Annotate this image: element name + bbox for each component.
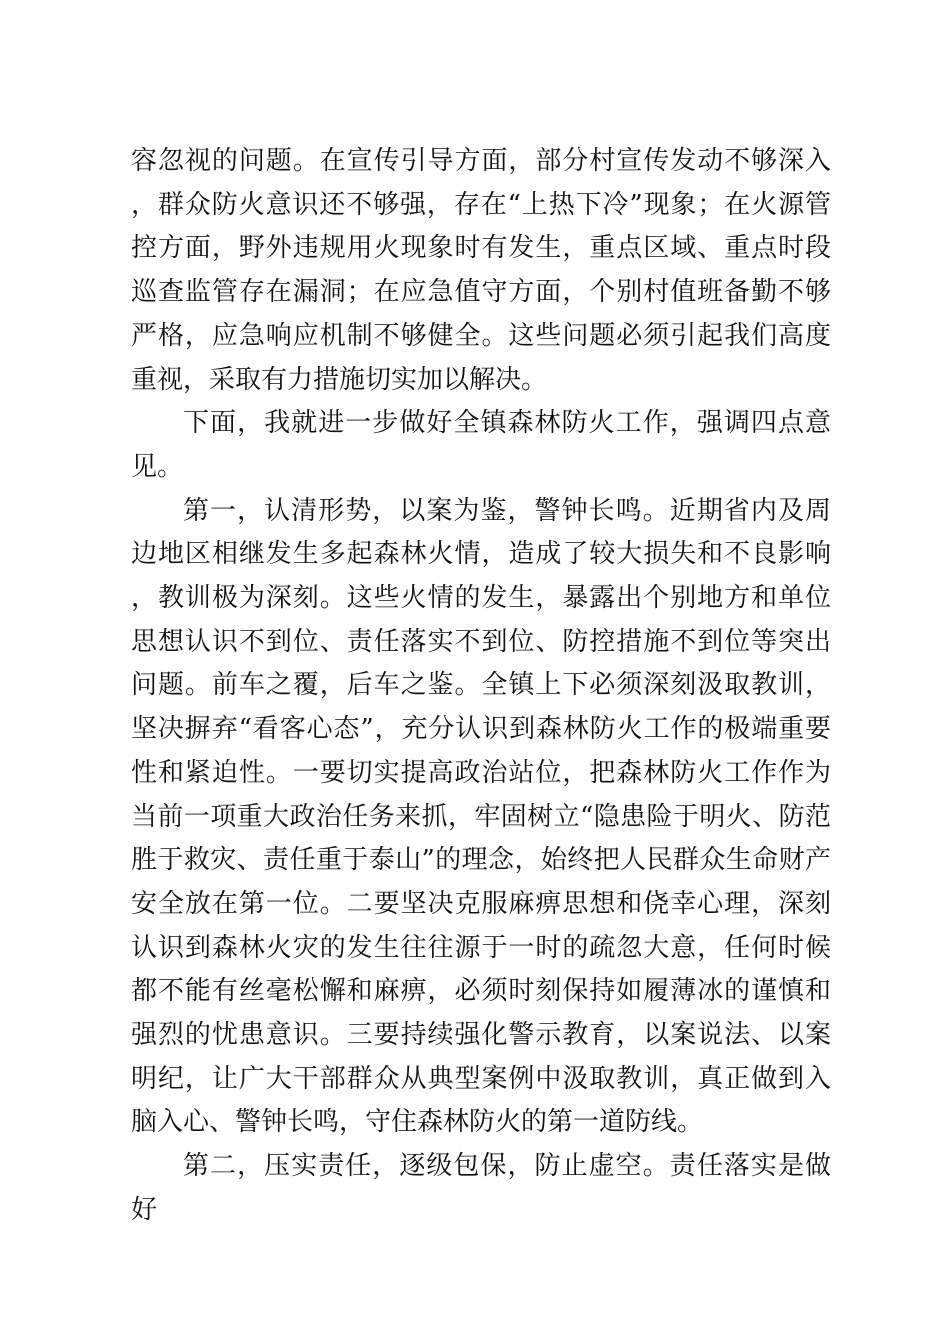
- paragraph-4: 第二，压实责任，逐级包保，防止虚空。责任落实是做好: [131, 1151, 831, 1225]
- paragraph-3: 第一，认清形势，以案为鉴，警钟长鸣。近期省内及周边地区相继发生多起森林火情，造成了较大损失和不良影响，教训极为深刻。这些火情的发生，暴露出个别地方和单位思想认识不到位、责任落实不到位、防控措施不到位等突出问题。前车之覆，后车之鉴。全镇上下必须深刻汲取教训，坚决摒弃“看客心态”，充分认识到森林防火工作的极端重要性和紧迫性。一要切实提高政治站位，把森林防火工作作为当前一项重大政治任务来抓，牢固树立“隐患险于明火、防范胜于救灾、责任重于泰山”的理念，始终把人民群众生命财产安全放在第一位。二要坚决克服麻痹思想和侥幸心理，深刻认识到森林火灾的发生往往源于一时的疏忽大意，任何时候都不能有丝毫松懈和麻痹，必须时刻保持如履薄冰的谨慎和强烈的忧患意识。三要持续强化警示教育，以案说法、以案明纪，让广大干部群众从典型案例中汲取教训，真正做到入脑入心、警钟长鸣，守住森林防火的第一道防线。: [131, 495, 831, 1138]
- document-page: [131, 140, 831, 1233]
- paragraph-1: 容忽视的问题。在宣传引导方面，部分村宣传发动不够深入，群众防火意识还不够强，存在“上热下冷”现象；在火源管控方面，野外违规用火现象时有发生，重点区域、重点时段巡查监管存在漏洞；在应急值守方面，个别村值班备勤不够严格，应急响应机制不够健全。这些问题必须引起我们高度重视，采取有力措施切实加以解决。: [131, 146, 831, 395]
- paragraph-2: 下面，我就进一步做好全镇森林防火工作，强调四点意见。: [131, 408, 831, 482]
